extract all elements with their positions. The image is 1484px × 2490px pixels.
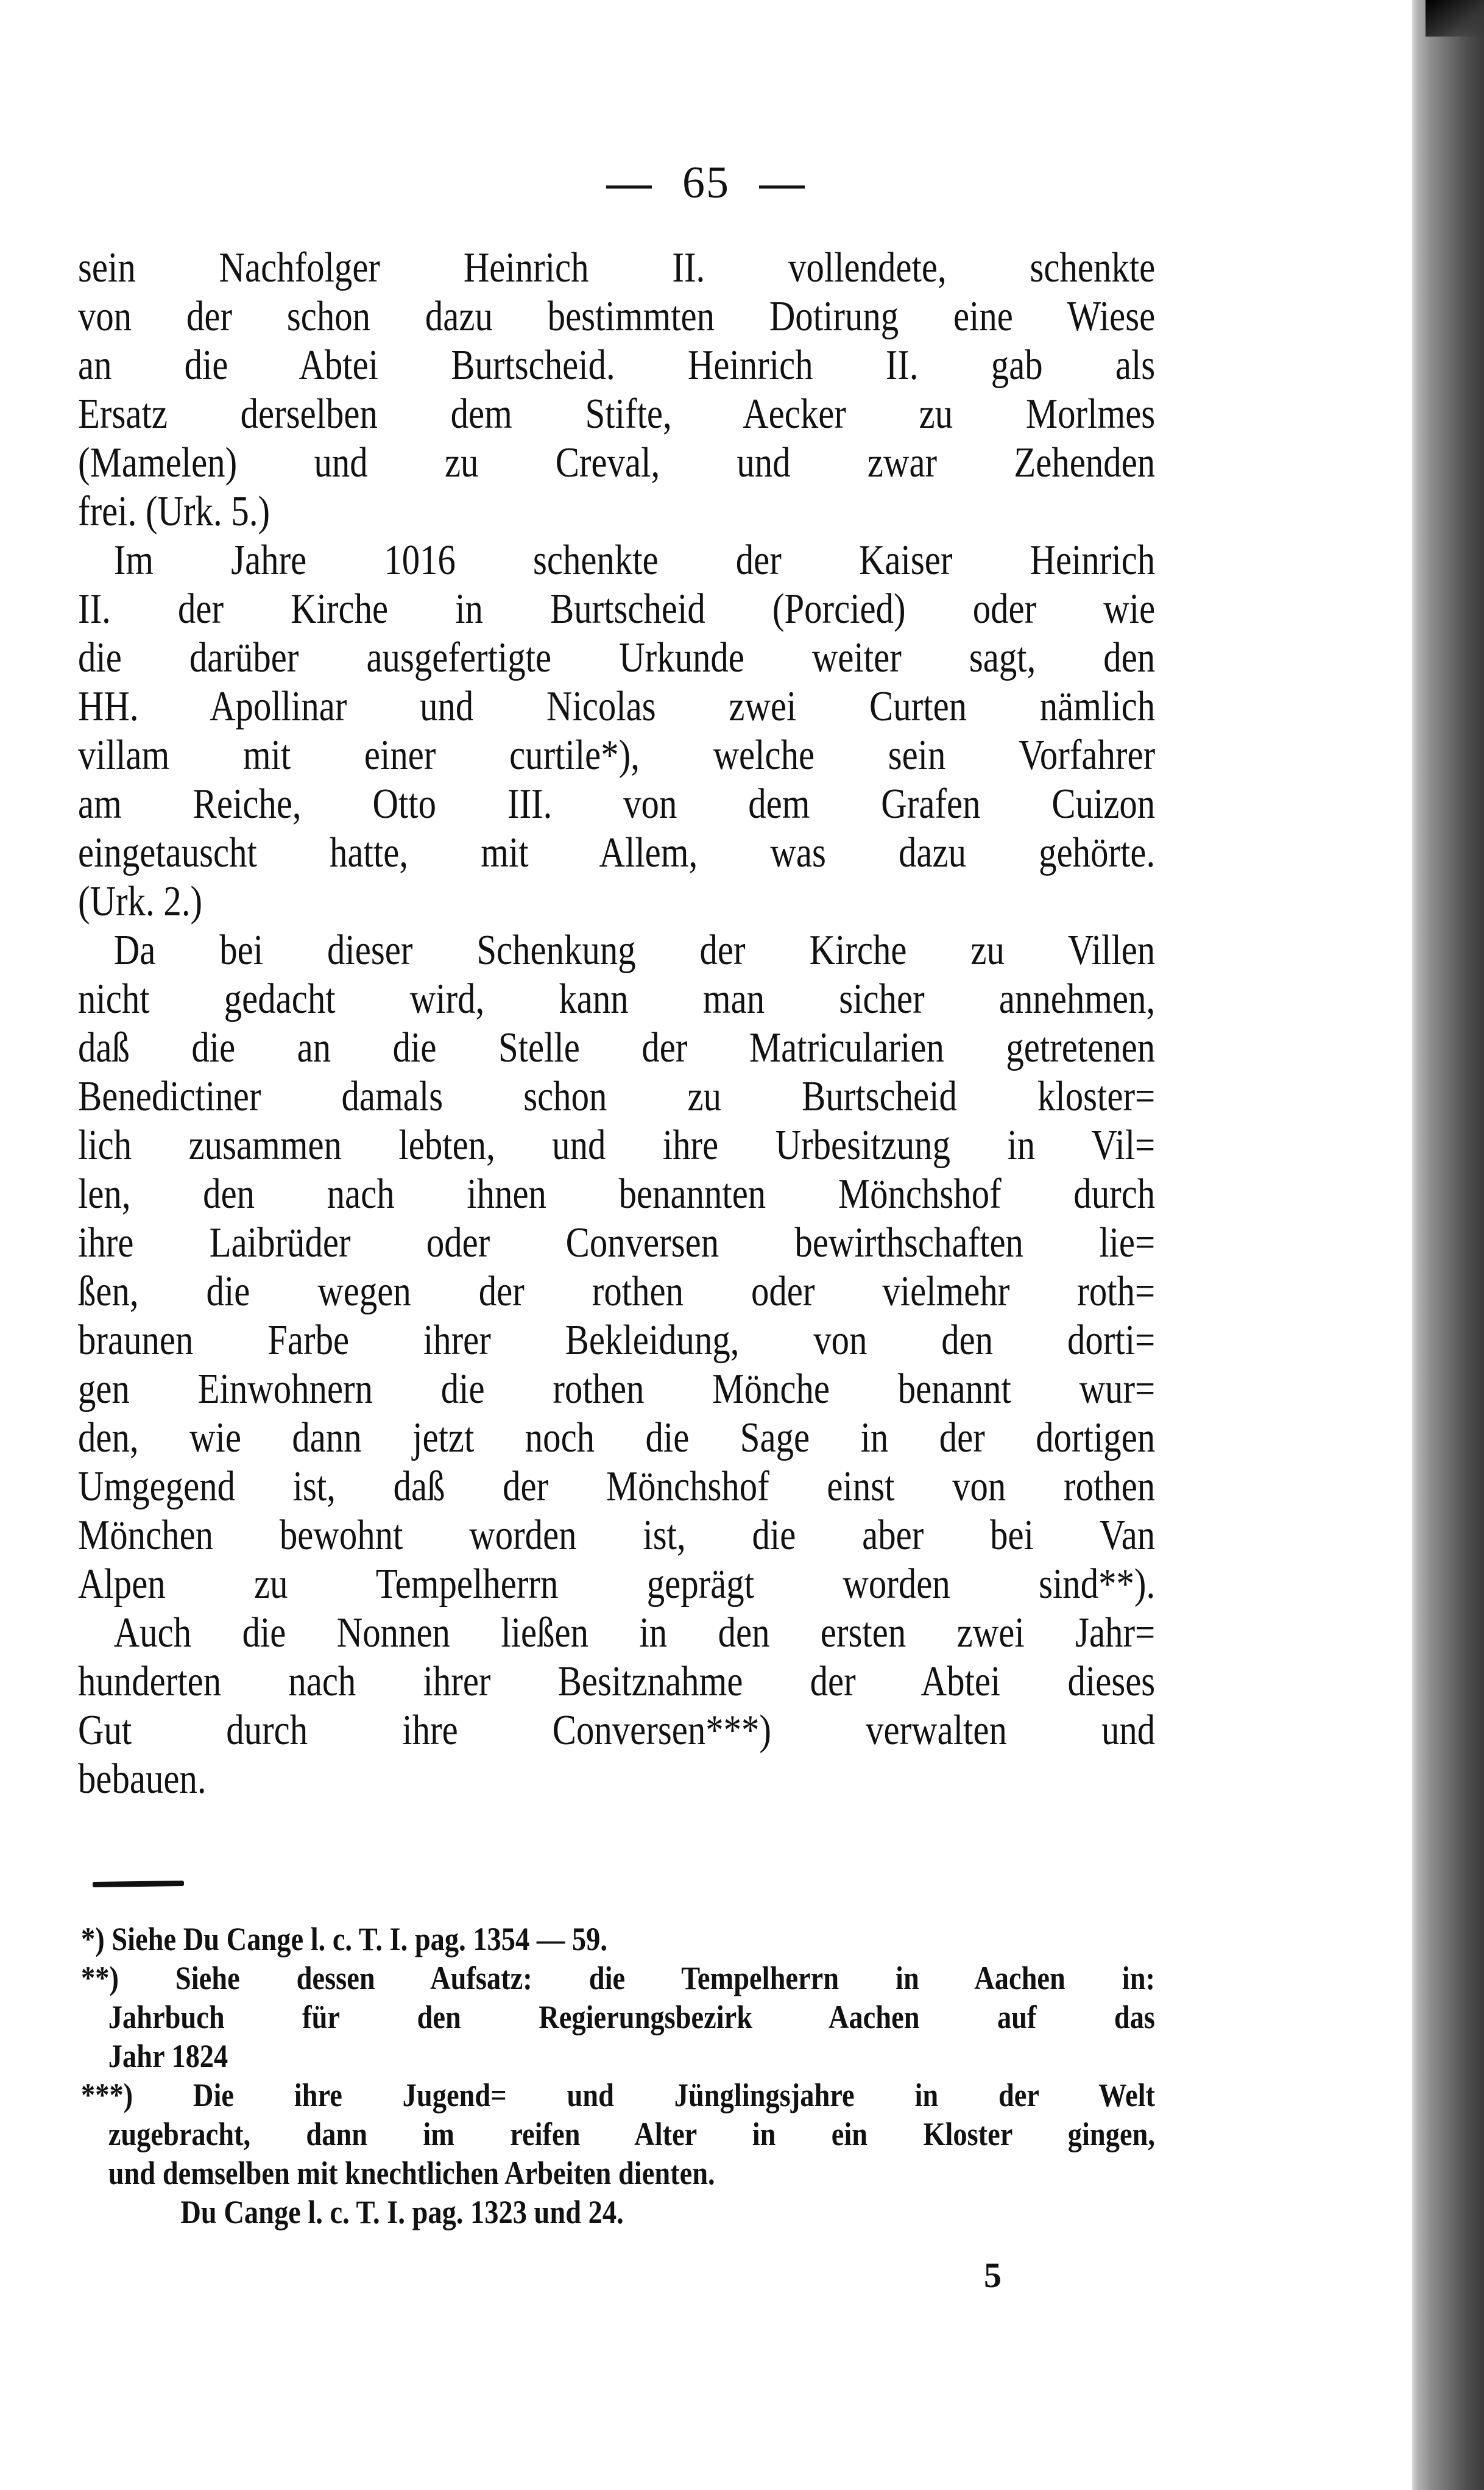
text-line: Umgegend ist, daß der Mönchshof einst von rothen [78, 1463, 1156, 1510]
footnote-3-line: zugebracht, dann im reifen Alter in ein Kloster gingen, [108, 2116, 1156, 2152]
text-line: an die Abtei Burtscheid. Heinrich II. gab als [78, 342, 1156, 389]
footnote-3-line: und demselben mit knechtlichen Arbeiten dienten. [108, 2155, 715, 2191]
text-line: (Mamelen) und zu Creval, und zwar Zehenden [78, 439, 1156, 486]
footnote-1 [81, 1920, 1155, 1959]
footnote-divider [93, 1881, 184, 1887]
footnote-text: Siehe Du Cange l. c. T. I. pag. 1354 — 59. [111, 1921, 607, 1957]
text-line: nicht gedacht wird, kann man sicher annehmen, [78, 976, 1156, 1023]
footnote-marker: **) [81, 1960, 119, 1996]
text-line: bebauen. [78, 1756, 207, 1803]
text-line: eingetauscht hatte, mit Allem, was dazu gehörte. [78, 829, 1156, 876]
text-line: Auch die Nonnen ließen in den ersten zwei Jahr= [113, 1609, 1156, 1656]
footnote-2 [81, 1959, 1155, 1998]
page-number: 65 [682, 158, 730, 208]
text-line: sein Nachfolger Heinrich II. vollendete, schenkte [78, 244, 1156, 291]
footnote-marker: *) [81, 1921, 105, 1957]
text-line: Mönchen bewohnt worden ist, die aber bei Van [78, 1512, 1156, 1559]
text-line: (Urk. 2.) [78, 878, 203, 925]
header-dash-left: — [606, 158, 653, 208]
footnote-2-line: Jahrbuch für den Regierungsbezirk Aachen auf das [108, 1999, 1156, 2035]
footnote-3-citation: Du Cange l. c. T. I. pag. 1323 und 24. [180, 2194, 624, 2230]
book-spine-edge [1412, 0, 1484, 2490]
text-line: gen Einwohnern die rothen Mönche benannt wur= [78, 1366, 1156, 1413]
text-line: Gut durch ihre Conversen***) verwalten und [78, 1707, 1156, 1754]
text-line: ihre Laibrüder oder Conversen bewirthschaften lie= [78, 1219, 1156, 1266]
signature-mark: 5 [984, 2255, 1002, 2295]
text-line: Im Jahre 1016 schenkte der Kaiser Heinrich [113, 537, 1156, 584]
text-line: die darüber ausgefertigte Urkunde weiter sagt, den [78, 634, 1156, 681]
footnote-text: Siehe dessen Aufsatz: die Tempelherrn in Aachen in: [175, 1960, 1156, 1996]
text-line: am Reiche, Otto III. von dem Grafen Cuizon [78, 781, 1156, 828]
text-line: hunderten nach ihrer Besitznahme der Abtei dieses [78, 1658, 1156, 1705]
footnote-3 [81, 2076, 1155, 2115]
text-line: von der schon dazu bestimmten Dotirung eine Wiese [78, 293, 1156, 340]
text-line: Benedictiner damals schon zu Burtscheid kloster= [78, 1073, 1156, 1120]
footnote-2-line: Jahr 1824 [108, 2038, 228, 2074]
footnote-marker: ***) [81, 2077, 133, 2113]
text-line: len, den nach ihnen benannten Mönchshof durch [78, 1171, 1156, 1218]
text-line: Ersatz derselben dem Stifte, Aecker zu Morlmes [78, 391, 1156, 438]
text-line: lich zusammen lebten, und ihre Urbesitzung in Vil= [78, 1122, 1156, 1169]
page-header [0, 157, 1412, 209]
header-dash-right: — [759, 158, 806, 208]
footnote-text: Die ihre Jugend= und Jünglingsjahre in der Welt [193, 2077, 1155, 2113]
text-line: daß die an die Stelle der Matricularien getretenen [78, 1024, 1156, 1071]
text-line: villam mit einer curtile*), welche sein Vorfahrer [78, 732, 1156, 779]
spine-shadow [1426, 0, 1484, 37]
text-line: braunen Farbe ihrer Bekleidung, von den dorti= [78, 1317, 1156, 1364]
text-line: ßen, die wegen der rothen oder vielmehr roth= [78, 1268, 1156, 1315]
text-line: II. der Kirche in Burtscheid (Porcied) oder wie [78, 586, 1156, 633]
text-line: den, wie dann jetzt noch die Sage in der dortigen [78, 1414, 1156, 1461]
text-line: HH. Apollinar und Nicolas zwei Curten nämlich [78, 683, 1156, 730]
text-line: Da bei dieser Schenkung der Kirche zu Villen [113, 927, 1156, 974]
text-line: frei. (Urk. 5.) [78, 488, 270, 535]
text-line: Alpen zu Tempelherrn geprägt worden sind**). [78, 1561, 1156, 1608]
main-text [78, 244, 1155, 1804]
footnotes [81, 1920, 1155, 2232]
